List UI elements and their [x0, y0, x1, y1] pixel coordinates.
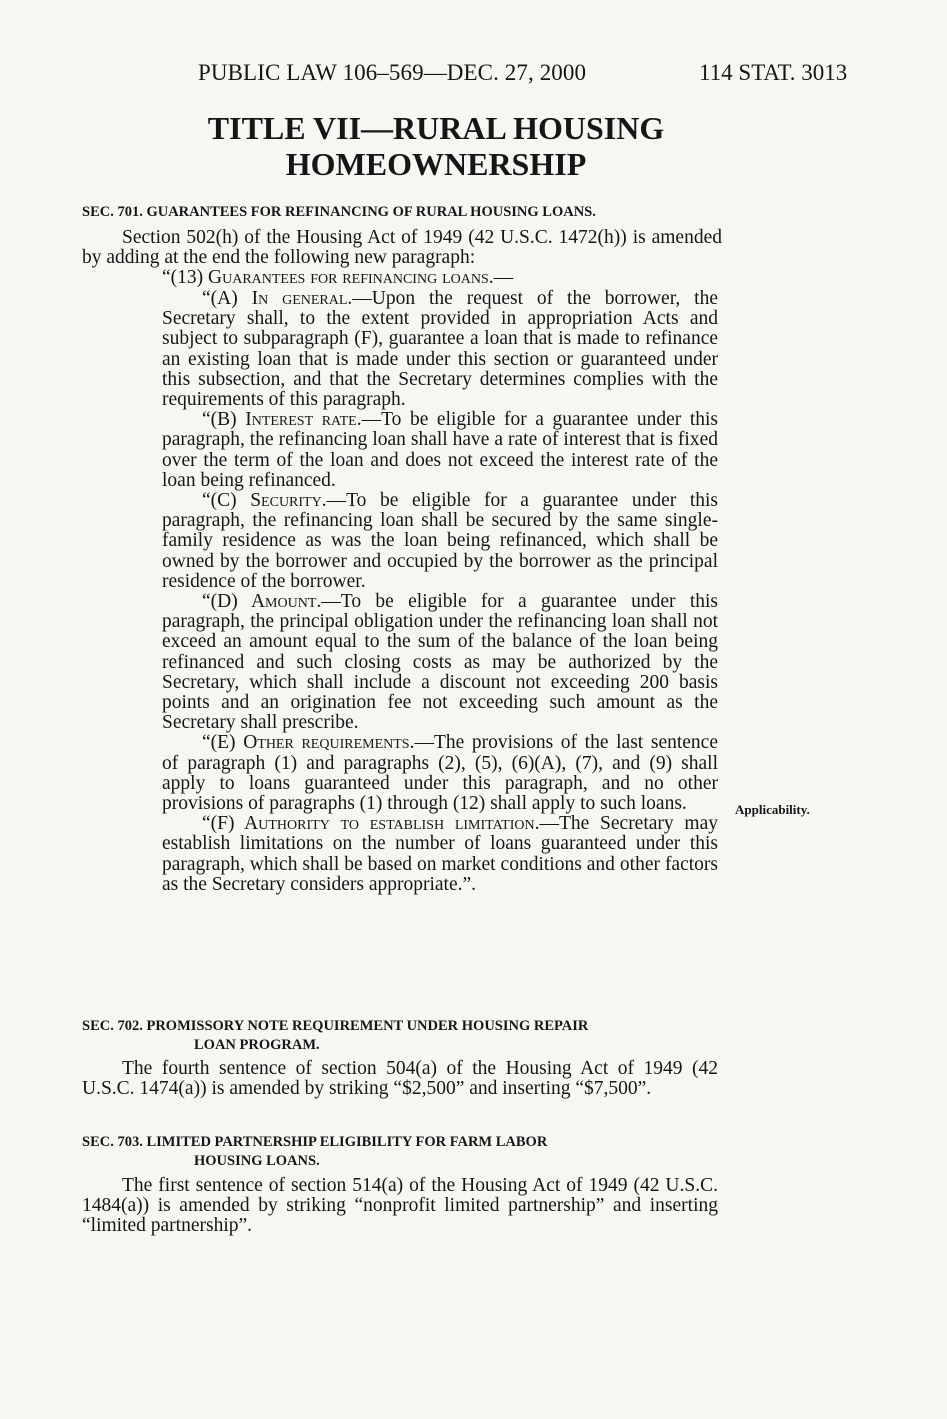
sec-701-subparagraphs	[162, 289, 718, 895]
sec-703-heading	[82, 1133, 722, 1171]
title-line-1: TITLE VII—RURAL HOUSING	[207, 110, 665, 146]
sec-701-heading: SEC. 701. GUARANTEES FOR REFINANCING OF RURAL HOUSING LOANS.	[82, 204, 596, 220]
public-law-citation: PUBLIC LAW 106–569—DEC. 27, 2000	[198, 60, 587, 85]
sec-703-heading-line-1: SEC. 703. LIMITED PARTNERSHIP ELIGIBILITY FOR FARM LABOR	[82, 1134, 548, 1150]
subparagraph-d: “(D) Amount.—To be eligible for a guarantee under this paragraph, the principal obligation under the refinancing loan shall not exceed an amount equal to the sum of the balance of the loan being refinanced and such closing costs as may be authorized by the Secretary, which shall include a discount not exceeding 200 basis points and an origination fee not exceeding such amount as the Secretary shall prescribe.	[162, 591, 718, 734]
sec-703-text: The first sentence of section 514(a) of the Housing Act of 1949 (42 U.S.C. 1484(a)) is amended by striking “nonprofit limited partnership” and inserting “limited partnership”.	[82, 1175, 718, 1237]
sec-702-body	[82, 1059, 718, 1099]
subparagraph-f: “(F) Authority to establish limitation.—The Secretary may establish limitations on the number of loans guaranteed under this paragraph, which shall be based on market conditions and other factors as the Secretary considers appropriate.”.	[162, 813, 718, 895]
sec-702-heading	[82, 1017, 722, 1055]
sec-703-body	[82, 1176, 718, 1237]
sec-703-heading-line-2: HOUSING LOANS.	[194, 1153, 320, 1169]
subparagraph-a: “(A) In general.—Upon the request of the borrower, the Secretary shall, to the extent provided in appropriation Acts and subject to subparagraph (F), guarantee a loan that is made to refinance an existing loan that is made under this section or guaranteed under this subsection, and that the Secretary determines complies with the requirements of this paragraph.	[162, 288, 718, 411]
sec-702-heading-line-1: SEC. 702. PROMISSORY NOTE REQUIREMENT UNDER HOUSING REPAIR	[82, 1018, 589, 1034]
margin-note-applicability: Applicability.	[735, 802, 810, 817]
statute-page-number: 114 STAT. 3013	[699, 60, 848, 85]
sec-701-intro-text: Section 502(h) of the Housing Act of 1949 (42 U.S.C. 1472(h)) is amended by adding at the end the following new paragraph:	[82, 227, 722, 269]
sec-702-heading-line-2: LOAN PROGRAM.	[194, 1037, 320, 1053]
running-head	[0, 60, 947, 90]
subparagraph-c: “(C) Security.—To be eligible for a guarantee under this paragraph, the refinancing loan shall be secured by the same single-family residence as was the loan being refinanced, which shall be owned by the borrower and occupied by the borrower as the principal residence of the borrower.	[162, 490, 719, 592]
subparagraph-b: “(B) Interest rate.—To be eligible for a guarantee under this paragraph, the refinancing loan shall have a rate of interest that is fixed over the term of the loan and does not exceed the interest rate of the loan being refinanced.	[162, 409, 718, 491]
subparagraph-e: “(E) Other requirements.—The provisions of the last sentence of paragraph (1) and paragraphs (2), (5), (6)(A), (7), and (9) shall apply to loans guaranteed under this paragraph, and no other provisions of paragraphs (1) through (12) shall apply to such loans.	[162, 732, 718, 815]
sec-702-text: The fourth sentence of section 504(a) of the Housing Act of 1949 (42 U.S.C. 1474(a)) is amended by striking “$2,500” and inserting “$7,500”.	[82, 1058, 718, 1100]
sec-701-intro	[82, 228, 722, 268]
title-line-2: HOMEOWNERSHIP	[285, 146, 587, 182]
para-13-heading: “(13) Guarantees for refinancing loans.—	[162, 267, 514, 288]
title-heading	[0, 110, 947, 182]
sec-701-paragraph-13	[122, 268, 718, 288]
